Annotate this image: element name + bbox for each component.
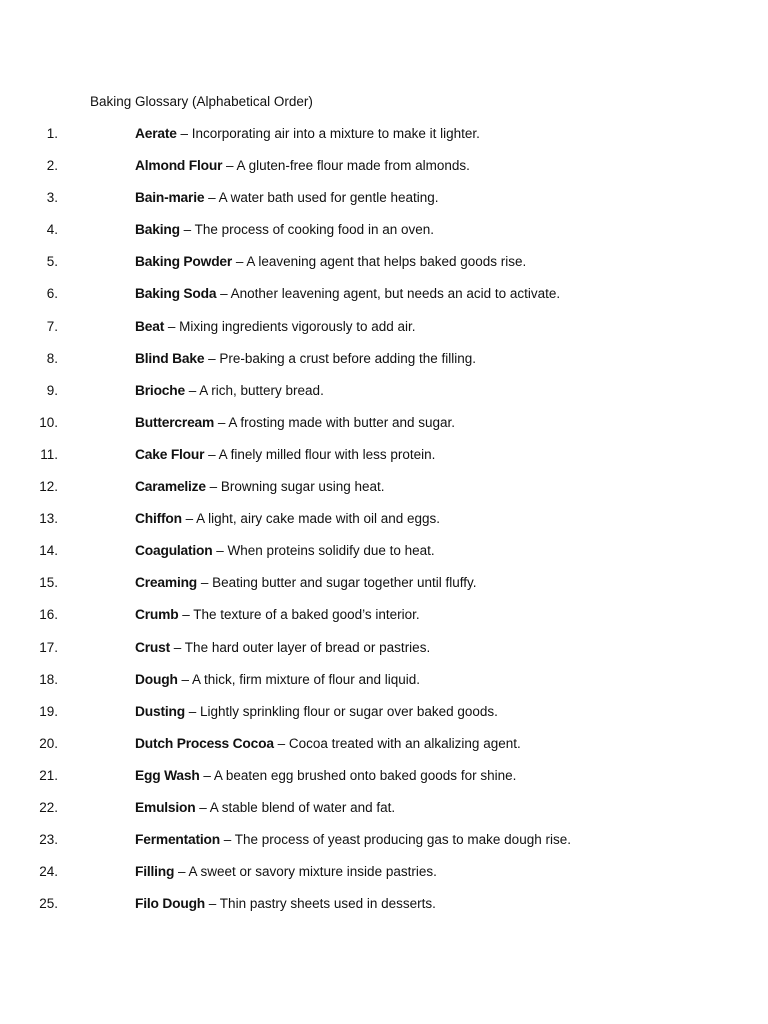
entry-number: 8. <box>46 350 58 366</box>
entry-number: 6. <box>46 286 58 302</box>
entry-term: Cake Flour <box>135 446 205 462</box>
glossary-entry <box>0 639 700 671</box>
entry-term: Egg Wash <box>135 767 200 783</box>
entry-definition: – A water bath used for gentle heating. <box>208 190 439 206</box>
entry-term: Dusting <box>135 703 185 719</box>
glossary-entry <box>0 510 700 542</box>
entry-term: Brioche <box>135 382 185 398</box>
entry-definition: – A rich, buttery bread. <box>188 382 324 398</box>
entry-term: Emulsion <box>135 799 196 815</box>
entry-term: Fermentation <box>135 832 220 848</box>
glossary-entry <box>0 767 700 799</box>
entry-number: 23. <box>39 832 58 848</box>
entry-definition: – Cocoa treated with an alkalizing agent. <box>277 735 521 751</box>
entry-term: Bain-marie <box>135 190 205 206</box>
glossary-list <box>0 125 700 927</box>
entry-term: Coagulation <box>135 543 213 559</box>
entry-definition: – Browning sugar using heat. <box>209 479 385 495</box>
entry-term: Crumb <box>135 607 179 623</box>
entry-definition: – A gluten-free flour made from almonds. <box>226 158 470 174</box>
entry-number: 21. <box>39 767 58 783</box>
entry-term: Crust <box>135 639 171 655</box>
entry-term: Baking <box>135 222 180 238</box>
entry-definition: – A frosting made with butter and sugar. <box>217 414 456 430</box>
entry-definition: – A sweet or savory mixture inside pastries. <box>177 864 437 880</box>
glossary-entry <box>0 671 700 703</box>
entry-definition: – A thick, firm mixture of flour and liquid. <box>181 671 421 687</box>
glossary-entry <box>0 221 700 253</box>
entry-term: Dough <box>135 671 178 687</box>
entry-number: 1. <box>46 126 58 141</box>
entry-term: Baking Soda <box>135 286 217 302</box>
entry-definition: – Lightly sprinkling flour or sugar over baked goods. <box>188 703 498 719</box>
entry-term: Chiffon <box>135 511 182 527</box>
entry-term: Beat <box>135 318 165 334</box>
entry-definition: – Pre-baking a crust before adding the filling. <box>208 350 476 366</box>
entry-definition: – A light, airy cake made with oil and eggs. <box>185 511 441 527</box>
entry-number: 9. <box>46 382 58 398</box>
glossary-entry <box>0 735 700 767</box>
entry-definition: – The process of cooking food in an oven. <box>183 222 434 238</box>
entry-number: 18. <box>39 671 58 687</box>
glossary-entry <box>0 253 700 285</box>
glossary-entry <box>0 895 700 927</box>
entry-definition: – Beating butter and sugar together until fluffy. <box>200 575 477 591</box>
entry-term: Buttercream <box>135 414 215 430</box>
entry-term: Dutch Process Cocoa <box>135 735 274 751</box>
entry-number: 14. <box>39 543 58 559</box>
glossary-entry <box>0 799 700 831</box>
entry-definition: – A leavening agent that helps baked goods rise. <box>235 254 527 270</box>
glossary-entry <box>0 350 700 382</box>
entry-number: 11. <box>40 446 58 462</box>
entry-definition: – The process of yeast producing gas to make dough rise. <box>223 832 571 848</box>
entry-number: 4. <box>46 222 58 238</box>
glossary-entry <box>0 831 700 863</box>
glossary-entry <box>0 446 700 478</box>
entry-number: 7. <box>46 318 58 334</box>
entry-definition: – Mixing ingredients vigorously to add air. <box>167 318 416 334</box>
glossary-entry <box>0 414 700 446</box>
glossary-entry <box>0 478 700 510</box>
entry-definition: – Incorporating air into a mixture to make it lighter. <box>180 126 480 141</box>
document-title: Baking Glossary (Alphabetical Order) <box>90 94 313 109</box>
entry-number: 3. <box>46 190 58 206</box>
entry-definition: – A beaten egg brushed onto baked goods for shine. <box>203 767 517 783</box>
entry-number: 16. <box>39 607 58 623</box>
entry-number: 12. <box>39 479 58 495</box>
entry-definition: – The hard outer layer of bread or pastries. <box>173 639 431 655</box>
entry-definition: – A finely milled flour with less protein. <box>208 446 436 462</box>
entry-number: 24. <box>39 864 58 880</box>
entry-term: Baking Powder <box>135 254 233 270</box>
entry-term: Filo Dough <box>135 896 206 912</box>
glossary-entry <box>0 606 700 638</box>
entry-number: 10. <box>39 414 58 430</box>
entry-number: 5. <box>46 254 58 270</box>
entry-term: Blind Bake <box>135 350 205 366</box>
entry-number: 2. <box>46 158 58 174</box>
glossary-entry <box>0 382 700 414</box>
entry-number: 22. <box>39 799 58 815</box>
entry-term: Aerate <box>135 126 177 141</box>
glossary-entry <box>0 285 700 317</box>
glossary-entry <box>0 125 700 157</box>
glossary-entry <box>0 157 700 189</box>
entry-definition: – When proteins solidify due to heat. <box>216 543 435 559</box>
entry-number: 17. <box>39 639 58 655</box>
entry-number: 20. <box>39 735 58 751</box>
entry-definition: – A stable blend of water and fat. <box>199 799 396 815</box>
entry-definition: – Another leavening agent, but needs an acid to activate. <box>220 286 561 302</box>
entry-number: 15. <box>39 575 58 591</box>
glossary-entry <box>0 189 700 221</box>
entry-number: 13. <box>39 511 58 527</box>
glossary-entry <box>0 863 700 895</box>
glossary-entry <box>0 318 700 350</box>
entry-definition: – Thin pastry sheets used in desserts. <box>208 896 436 912</box>
entry-definition: – The texture of a baked good’s interior. <box>182 607 420 623</box>
glossary-entry <box>0 703 700 735</box>
entry-term: Almond Flour <box>135 158 223 174</box>
entry-number: 25. <box>39 896 58 912</box>
entry-number: 19. <box>39 703 58 719</box>
entry-term: Caramelize <box>135 479 206 495</box>
entry-term: Filling <box>135 864 175 880</box>
glossary-entry <box>0 574 700 606</box>
entry-term: Creaming <box>135 575 198 591</box>
glossary-entry <box>0 542 700 574</box>
